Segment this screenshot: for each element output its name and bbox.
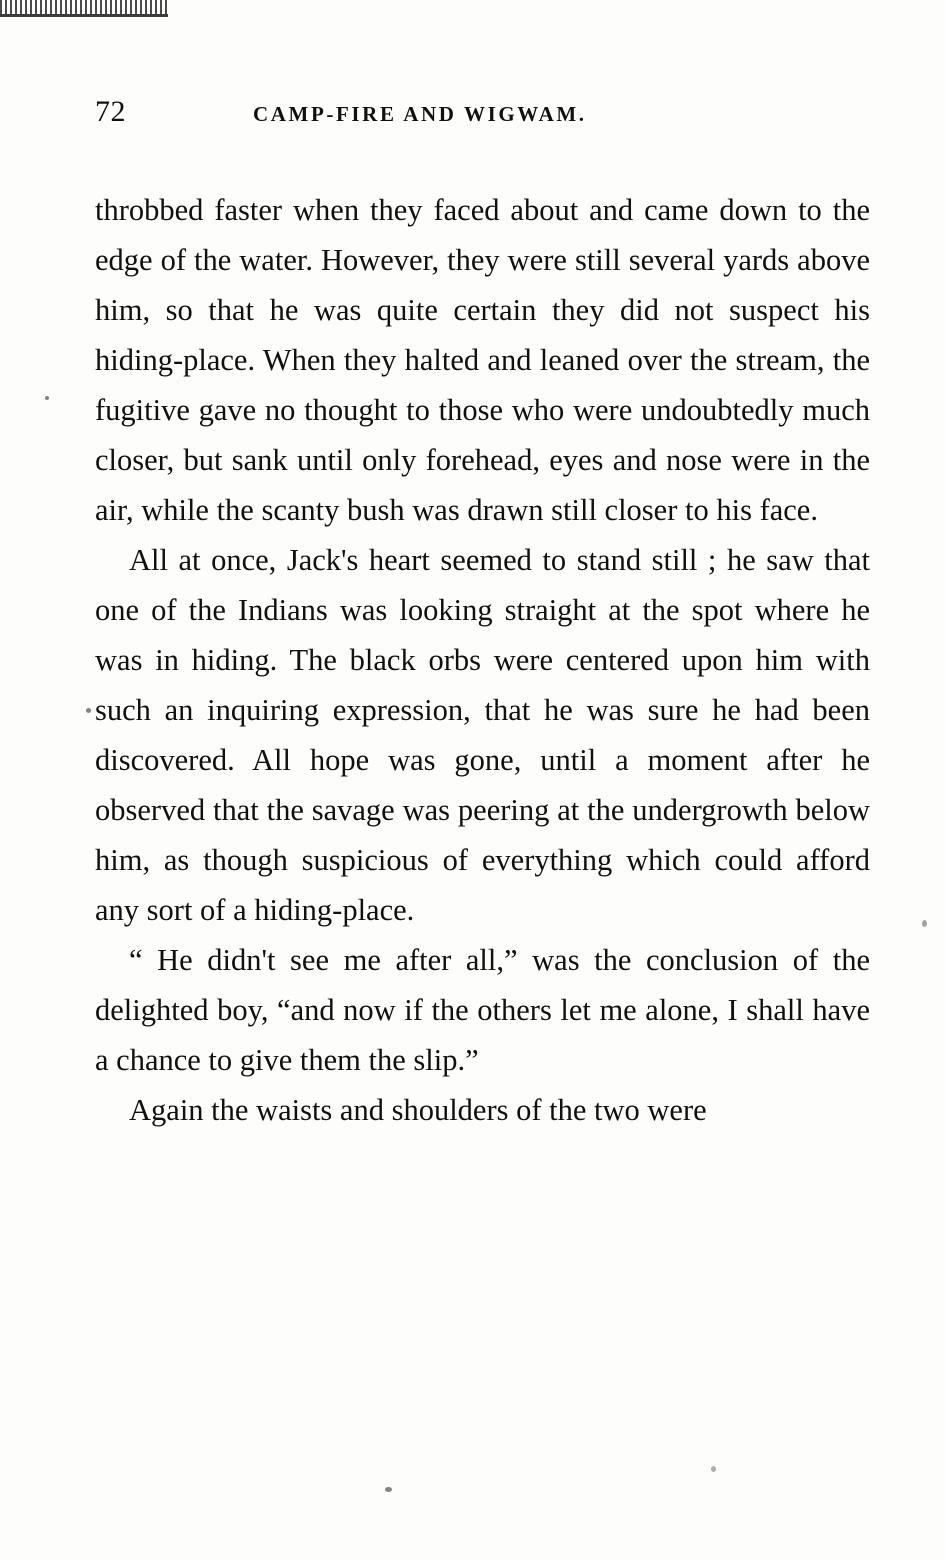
page-speck xyxy=(922,920,927,927)
paragraph: “ He didn't see me after all,” was the conclusion of the delighted boy, “and now if the others let me alone, I shall have a chance to give them the slip.” xyxy=(95,943,870,1077)
page-speck xyxy=(711,1466,716,1472)
page-number: 72 xyxy=(95,95,126,128)
page-speck xyxy=(45,396,49,400)
page-speck xyxy=(86,708,91,713)
scan-edge-artifact xyxy=(0,0,168,17)
page-content xyxy=(95,95,870,1135)
paragraph: All at once, Jack's heart seemed to stand still ; he saw that one of the Indians was looking straight at the spot where he was in hiding. The black orbs were centered upon him with such an inquiring expression, that he was sure he had been discovered. All hope was gone, until a moment after he observed that the savage was peering at the undergrowth below him, as though suspicious of everything which could afford any sort of a hiding-place. xyxy=(95,543,870,927)
body-text xyxy=(95,185,870,1135)
page-header xyxy=(95,95,870,141)
paragraph: throbbed faster when they faced about and came down to the edge of the water. However, they were still several yards above him, so that he was quite certain they did not suspect his hiding-place. When they halted and leaned over the stream, the fugitive gave no thought to those who were undoubtedly much closer, but sank until only forehead, eyes and nose were in the air, while the scanty bush was drawn still closer to his face. xyxy=(95,193,870,527)
page-speck xyxy=(385,1487,392,1492)
paragraph: Again the waists and shoulders of the two were xyxy=(129,1093,707,1127)
running-head: CAMP-FIRE AND WIGWAM. xyxy=(253,102,587,126)
